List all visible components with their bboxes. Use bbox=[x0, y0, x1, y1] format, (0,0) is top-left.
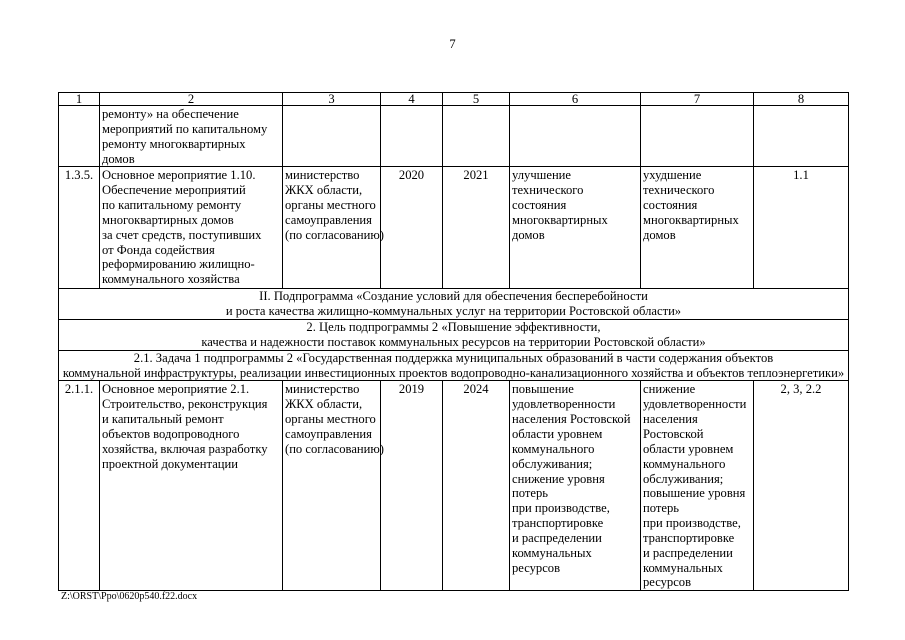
section-row-goal bbox=[59, 320, 849, 351]
column-header-8: 8 bbox=[754, 93, 849, 106]
column-header-5: 5 bbox=[443, 93, 510, 106]
page-number: 7 bbox=[449, 37, 456, 51]
section-title-goal-2: 2. Цель подпрограммы 2 «Повышение эффективности, качества и надежности поставок коммунальных ресурсов на территории Ростовской области» bbox=[59, 320, 849, 351]
section-title-subprogram-2: II. Подпрограмма «Создание условий для обеспечения бесперебойности и роста качества жилищно-коммунальных услуг на территории Ростовской области» bbox=[59, 289, 849, 320]
column-header-4: 4 bbox=[381, 93, 443, 106]
cell-consequences: ухудшение технического состояния многоквартирных домов bbox=[641, 167, 754, 289]
cell-executor bbox=[283, 106, 381, 167]
cell-expected-result bbox=[510, 106, 641, 167]
cell-executor: министерство ЖКХ области, органы местного самоуправления (по согласованию) bbox=[283, 381, 381, 591]
cell-start-year bbox=[381, 106, 443, 167]
column-header-3: 3 bbox=[283, 93, 381, 106]
table-row-1-3-5 bbox=[59, 167, 849, 289]
cell-consequences bbox=[641, 106, 754, 167]
cell-end-year bbox=[443, 106, 510, 167]
column-header-7: 7 bbox=[641, 93, 754, 106]
section-title-task-2-1: 2.1. Задача 1 подпрограммы 2 «Государственная поддержка муниципальных образований в части содержания объектов коммунальной инфраструктуры, реализации инвестиционных проектов водопроводно-канализационного хозяйства и объектов теплоэнергетики» bbox=[59, 350, 849, 381]
column-header-1: 1 bbox=[59, 93, 100, 106]
column-header-2: 2 bbox=[100, 93, 283, 106]
cell-end-year: 2024 bbox=[443, 381, 510, 591]
table-row-2-1-1 bbox=[59, 381, 849, 591]
cell-executor: министерство ЖКХ области, органы местного самоуправления (по согласованию) bbox=[283, 167, 381, 289]
section-row-task bbox=[59, 350, 849, 381]
cell-expected-result: повышение удовлетворенности населения Ростовской области уровнем коммунального обслуживания; снижение уровня потерь при производстве, транспортировке и распределении коммунальных ресурсов bbox=[510, 381, 641, 591]
cell-number: 2.1.1. bbox=[59, 381, 100, 591]
cell-start-year: 2019 bbox=[381, 381, 443, 591]
cell-indicator-link: 1.1 bbox=[754, 167, 849, 289]
cell-indicator-link bbox=[754, 106, 849, 167]
cell-consequences: снижение удовлетворенности населения Ростовской области уровнем коммунального обслуживания; повышение уровня потерь при производстве, транспортировке и распределении коммунальных ресурсов bbox=[641, 381, 754, 591]
cell-number: 1.3.5. bbox=[59, 167, 100, 289]
cell-start-year: 2020 bbox=[381, 167, 443, 289]
section-row-subprogram bbox=[59, 289, 849, 320]
document-file-path: Z:\ORST\Ppo\0620p540.f22.docx bbox=[61, 591, 198, 602]
column-number-header-row bbox=[59, 93, 849, 106]
cell-expected-result: улучшение технического состояния многоквартирных домов bbox=[510, 167, 641, 289]
program-events-table bbox=[58, 92, 849, 591]
cell-end-year: 2021 bbox=[443, 167, 510, 289]
table-row-continuation bbox=[59, 106, 849, 167]
cell-event: Основное мероприятие 1.10. Обеспечение мероприятий по капитальному ремонту многоквартирных домов за счет средств, поступивших от Фонда содействия реформированию жилищно- коммунального хозяйства bbox=[100, 167, 283, 289]
column-header-6: 6 bbox=[510, 93, 641, 106]
cell-event: Основное мероприятие 2.1. Строительство, реконструкция и капитальный ремонт объектов водопроводного хозяйства, включая разработку проектной документации bbox=[100, 381, 283, 591]
cell-event: ремонту» на обеспечение мероприятий по капитальному ремонту многоквартирных домов bbox=[100, 106, 283, 167]
cell-indicator-link: 2, 3, 2.2 bbox=[754, 381, 849, 591]
cell-number bbox=[59, 106, 100, 167]
